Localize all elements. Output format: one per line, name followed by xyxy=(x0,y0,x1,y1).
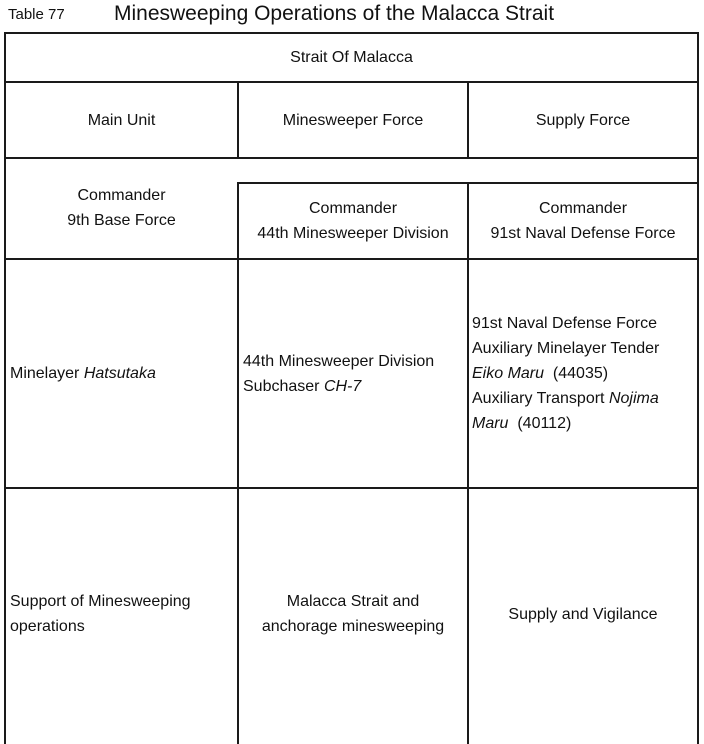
commander-title: Commander xyxy=(77,187,166,204)
unit-type: Auxiliary Transport xyxy=(472,390,609,407)
unit-entry xyxy=(472,361,608,386)
commander-cell-minesweeper-force xyxy=(239,184,467,258)
commander-title: Commander xyxy=(308,200,398,217)
commander-unit: 9th Base Force xyxy=(67,212,176,229)
units-cell-minesweeper-force xyxy=(239,260,467,487)
table-header-cell xyxy=(6,34,697,81)
commander-title: Commander xyxy=(538,200,628,217)
units-cell-supply-force xyxy=(469,260,697,487)
ship-name: CH-7 xyxy=(323,377,362,395)
grid-line-right xyxy=(697,32,699,744)
mission-cell-supply-force xyxy=(469,489,697,739)
unit-entry xyxy=(472,386,659,411)
unit-type: Subchaser xyxy=(243,377,324,395)
mission-text: Support of Minesweeping xyxy=(10,593,191,610)
ship-name: Eiko Maru xyxy=(472,365,545,382)
commander-cell-main-unit xyxy=(6,170,237,246)
unit-entry xyxy=(472,411,571,436)
mission-text: operations xyxy=(10,618,85,635)
column-header-minesweeper-force xyxy=(239,83,467,157)
commander-cell-supply-force xyxy=(469,184,697,258)
unit-entry: 44th Minesweeper Division xyxy=(243,352,435,370)
unit-entry xyxy=(10,361,156,386)
ship-number: (44035) xyxy=(544,365,609,382)
mission-text: Malacca Strait and xyxy=(286,593,420,610)
units-cell-main-unit xyxy=(6,260,237,487)
ship-name: Hatsutaka xyxy=(83,365,156,382)
commander-unit: 91st Naval Defense Force xyxy=(490,225,676,242)
table-header-text: Strait Of Malacca xyxy=(290,49,413,66)
column-header-label: Supply Force xyxy=(535,111,631,129)
mission-cell-minesweeper-force xyxy=(239,489,467,739)
column-header-main-unit xyxy=(6,83,237,157)
mission-text: Supply and Vigilance xyxy=(508,605,658,623)
unit-type: Minelayer xyxy=(10,365,84,382)
column-header-label: Main Unit xyxy=(87,111,156,129)
ship-number: (40112) xyxy=(508,415,572,432)
column-header-supply-force xyxy=(469,83,697,157)
unit-entry: Auxiliary Minelayer Tender xyxy=(472,340,660,357)
ship-name: Nojima xyxy=(608,390,659,407)
table-number: Table 77 xyxy=(8,6,65,23)
mission-cell-main-unit xyxy=(6,489,237,739)
ship-name: Maru xyxy=(472,415,509,432)
table-caption xyxy=(8,0,698,32)
unit-entry: 91st Naval Defense Force xyxy=(472,315,657,332)
grid-line-below-columns xyxy=(4,157,699,159)
commander-unit: 44th Minesweeper Division xyxy=(257,225,449,242)
column-header-label: Minesweeper Force xyxy=(282,111,424,129)
mission-text: anchorage minesweeping xyxy=(261,618,445,635)
table-title: Minesweeping Operations of the Malacca Strait xyxy=(114,2,555,25)
unit-entry xyxy=(243,374,361,399)
